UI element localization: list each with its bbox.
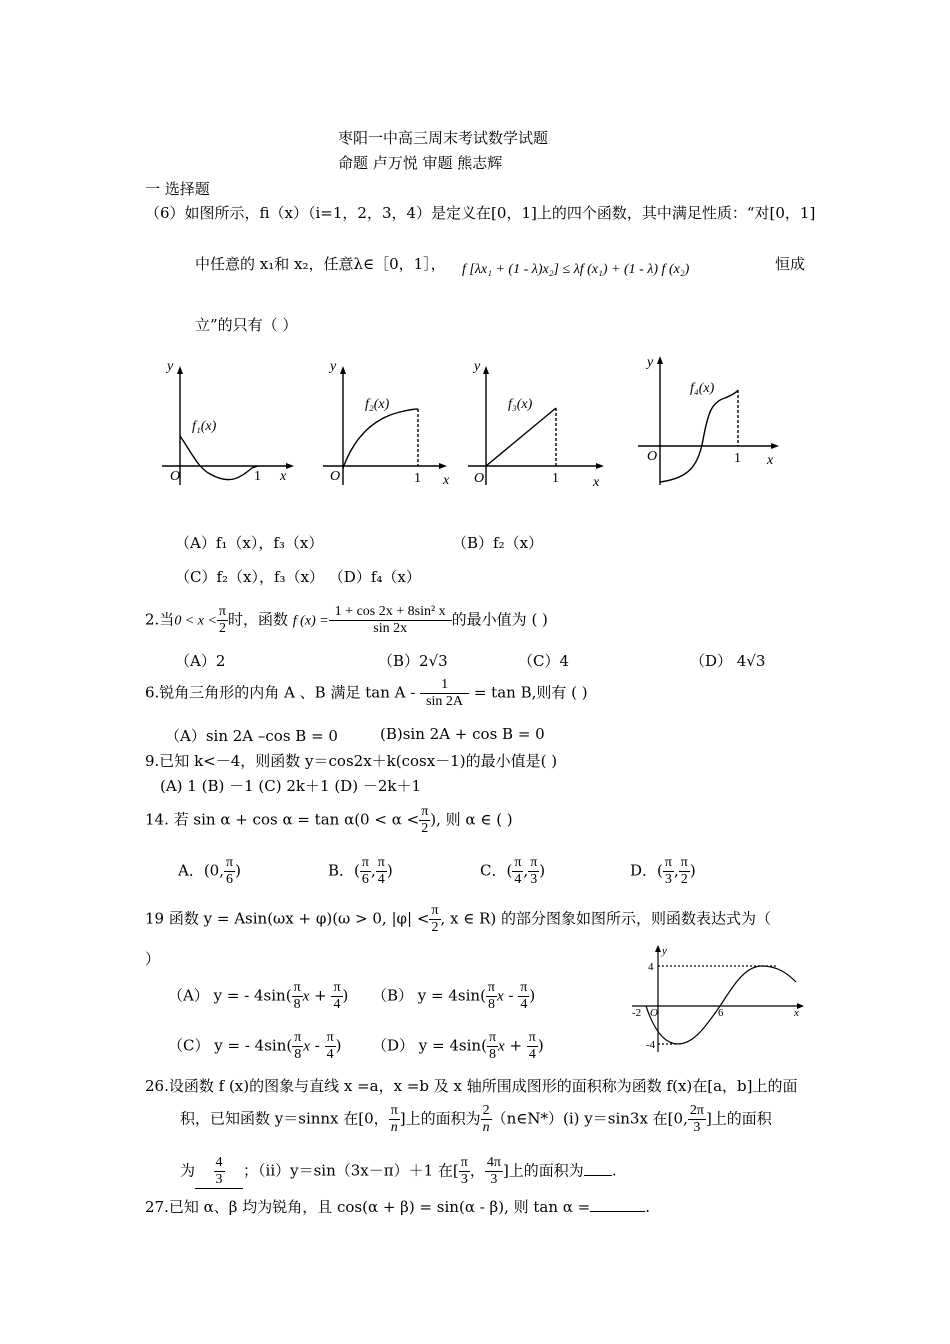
q19-curve (646, 966, 796, 1044)
page-title: 枣阳一中高三周末考试数学试题 (338, 129, 549, 147)
g4-curve (660, 390, 738, 482)
q14-line: 14. 若 sin α + cos α = tan α(0 < α < $\frac{\pi}{2}$ ), 则 α ∈ ( ) (145, 804, 513, 836)
g4-label: f₄(x) (690, 381, 715, 396)
q6-graphs (150, 350, 810, 500)
q19-option-d: （D） y = 4sin( $\frac{\pi}{8}$ x + $\frac{\pi}{4}$ ) (372, 1030, 544, 1062)
q6-option-cd: （C）f₂（x），f₃（x） （D）f₄（x） (175, 568, 421, 586)
q2-option-a: （A）2 (175, 652, 226, 670)
q14-option-a: A．(0, $\frac{\pi}{6}$ ) (178, 855, 241, 887)
svg-text:x: x (794, 1007, 799, 1019)
g1-curve (180, 436, 258, 480)
q6-inequality: f [λx₁ + (1 - λ)x₂] ≤ λf (x₁) + (1 - λ) f (x₂) (462, 262, 690, 277)
q6b-fraction: $\frac{1}{\sin 2A}$ (420, 677, 469, 710)
q27-blank[interactable] (590, 1211, 645, 1212)
q19-close: ） (145, 950, 161, 968)
svg-text:1: 1 (734, 451, 741, 466)
svg-text:x: x (443, 473, 450, 488)
svg-text:1: 1 (414, 471, 421, 486)
q27-line: 27.已知 α、β 均为锐角，且 cos(α + β) = sin(α - β), 则 tan α = . (145, 1198, 651, 1216)
svg-text:y: y (474, 359, 481, 374)
svg-text:x: x (280, 469, 287, 484)
q19-line: 19 函数 y = Asin(ωx + φ)(ω > 0, |φ| < $\frac{\pi}{2}$ , x ∈ R) 的部分图象如图所示，则函数表达式为（ (145, 903, 772, 935)
svg-text:O: O (647, 449, 658, 464)
svg-text:O: O (330, 469, 341, 484)
q14-option-b: B．( $\frac{\pi}{6}$ , $\frac{\pi}{4}$ ) (328, 855, 393, 887)
svg-text:4: 4 (648, 961, 654, 973)
svg-text:x: x (767, 453, 774, 468)
svg-text:O: O (474, 471, 485, 486)
q2-fraction: $\frac{\text{1 + cos 2x + 8sin² x}}{\sin 2x}$ (329, 604, 452, 637)
svg-text:y: y (167, 359, 174, 374)
q6-option-b: （B）f₂（x） (452, 534, 544, 552)
q6-option-a: （A）f₁（x），f₃（x） (175, 534, 324, 552)
q6-line1: （6）如图所示，fi（x）（i=1，2，3，4）是定义在[0，1]上的四个函数，其中满足性质：“对[0，1] (145, 204, 816, 222)
q19-option-b: （B） y = 4sin( $\frac{\pi}{8}$ x - $\frac{\pi}{4}$ ) (372, 980, 536, 1012)
q19-option-c: （C） y = - 4sin( $\frac{\pi}{8}$ x - $\frac{\pi}{4}$ ) (168, 1030, 342, 1062)
q6-line2-b: 恒成 (775, 255, 806, 273)
svg-text:1: 1 (254, 469, 261, 484)
svg-text:6: 6 (718, 1007, 724, 1019)
q14-option-c: C．( $\frac{\pi}{4}$ , $\frac{\pi}{3}$ ) (480, 855, 546, 887)
svg-text:y: y (330, 359, 337, 374)
q19-graph (628, 944, 808, 1056)
q19-option-a: （A） y = - 4sin( $\frac{\pi}{8}$ x + $\frac{\pi}{4}$ ) (168, 980, 349, 1012)
q26-line2: 积，已知函数 y＝sinnx 在[0， $\frac{\pi}{n}$ ]上的面积为 $\frac{2}{n}$ （n∈N*）(i) y＝sin3x 在[0, $\frac{2\pi}{3}$ ]上的面积 (180, 1103, 772, 1135)
svg-text:x: x (593, 475, 600, 490)
q6b-option-b: (B)sin 2A + cos B = 0 (380, 725, 545, 743)
q6b-line: 6.锐角三角形的内角 A 、B 满足 tan A - $\frac{1}{\sin 2A}$ = tan B,则有 ( ) (145, 677, 588, 709)
q6-line3: 立”的只有（ ） (195, 316, 298, 334)
section-heading: 一 选择题 (145, 180, 210, 198)
q2-option-d: （D） 4√3 (690, 652, 766, 670)
q2-line: 2.当0 < x < $\frac{\pi}{2}$ 时，函数 f (x) = $\frac{\text{1 + cos 2x + 8sin² x}}{\sin 2x}$ 的最小值为 ( ) (145, 604, 548, 636)
svg-text:y: y (647, 355, 654, 370)
svg-text:-2: -2 (632, 1007, 642, 1019)
q9-text: 9.已知 k<－4，则函数 y＝cos2x＋k(cosx－1)的最小值是( ) (145, 752, 558, 770)
svg-text:-4: -4 (646, 1039, 656, 1051)
q6b-option-a: （A）sin 2A –cos B = 0 (165, 727, 338, 745)
g2-curve (343, 409, 418, 468)
g3-label: f₃(x) (508, 397, 533, 412)
q2-option-b: （B）2√3 (378, 652, 448, 670)
q2-option-c: （C）4 (518, 652, 570, 670)
q6-line2-a: 中任意的 x₁和 x₂，任意λ∈［0，1］， (195, 255, 446, 273)
g1-label: f₁(x) (192, 419, 217, 434)
q26-line3: 为 $\frac{4}{3}$ ；（ii）y＝sin（3x－π）＋1 在[ $\frac{\pi}{3}$ ， $\frac{4\pi}{3}$ ]上的面积为 . (180, 1155, 617, 1187)
g3-line (486, 408, 556, 466)
q26-line1: 26.设函数 f (x)的图象与直线 x =a，x =b 及 x 轴所围成图形的面积称为函数 f(x)在[a，b]上的面 (145, 1077, 798, 1095)
svg-text:O: O (650, 1007, 658, 1019)
svg-text:y: y (662, 945, 667, 957)
svg-text:1: 1 (552, 471, 559, 486)
q2-prefix: 2.当 (145, 610, 175, 629)
svg-text:O: O (170, 469, 181, 484)
authors-line: 命题 卢万悦 审题 熊志辉 (338, 154, 503, 172)
q14-option-d: D．( $\frac{\pi}{3}$ , $\frac{\pi}{2}$ ) (630, 855, 696, 887)
g2-label: f₂(x) (365, 397, 390, 412)
q9-options: (A) 1 (B) －1 (C) 2k＋1 (D) －2k＋1 (160, 777, 421, 795)
